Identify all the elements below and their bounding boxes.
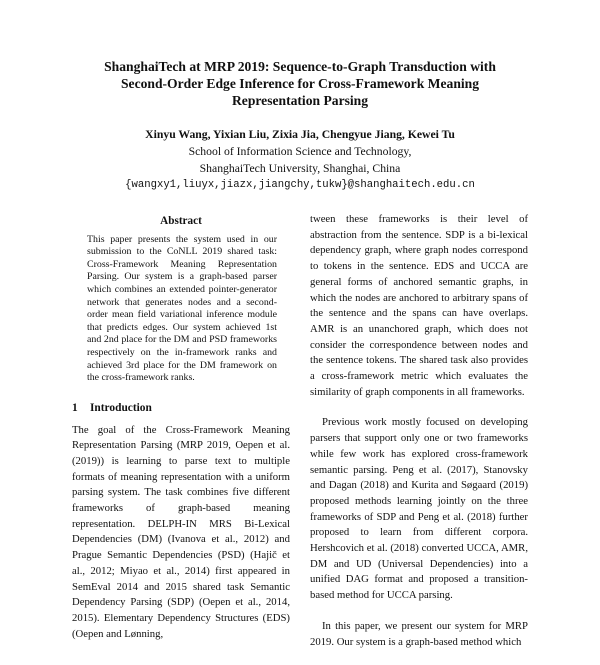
title-line: ShanghaiTech at MRP 2019: Sequence-to-Graph Transduction with: [104, 59, 496, 74]
author-email: {wangxy1,liuyx,jiazx,jiangchy,tukw}@shanghaitech.edu.cn: [125, 179, 475, 191]
right-column: [310, 212, 528, 665]
left-column: [72, 212, 290, 657]
author-names: Xinyu Wang, Yixian Liu, Zixia Jia, Chengyue Jiang, Kewei Tu: [145, 128, 455, 141]
intro-paragraph-right-1: tween these frameworks is their level of abstraction from the sentence. SDP is a bi-lexical dependency graph, where graph nodes correspond to tokens in the sentence. EDS and UCCA are general forms of anchored semantic graphs, in which the nodes are anchored to arbitrary spans of the sentence and the spans can have overlaps. AMR is an unanchored graph, which does not consider the correspondence between nodes and the sentence tokens. The shared task also provides a cross-framework metric which evaluates the similarity of graph components in all frameworks.: [310, 213, 528, 398]
intro-paragraph-left: The goal of the Cross-Framework Meaning Representation Parsing (MRP 2019, Oepen et al. (2019)) is learning to parse text to multiple formats of meaning representation with a uniform parsing system. The task combines five different frameworks of graph-based meaning representation. DELPH-IN MRS Bi-Lexical Dependencies (DM) (Ivanova et al., 2012) and Prague Semantic Dependencies (PSD) (Hajič et al., 2012; Miyao et al., 2014) first appeared in SemEval 2014 and 2015 shared task Semantic Dependency Parsing (SDP) (Oepen et al., 2014, 2015). Elementary Dependency Structures (EDS) (Oepen and Lønning,: [72, 423, 290, 640]
title-line: Second-Order Edge Inference for Cross-Framework Meaning: [120, 76, 480, 91]
section-title: Introduction: [90, 401, 152, 414]
intro-paragraph-right-3: In this paper, we present our system for MRP 2019. Our system is a graph-based method which: [310, 619, 528, 648]
affiliation-line: School of Information Science and Technology,: [188, 145, 412, 158]
title-line: Representation Parsing: [231, 93, 369, 108]
affiliation-line: ShanghaiTech University, Shanghai, China: [199, 162, 401, 175]
paper-title: [40, 58, 560, 109]
author-block: [40, 126, 560, 194]
abstract-heading: Abstract: [160, 215, 202, 227]
abstract-text: This paper presents the system used in our submission to the CoNLL 2019 shared task: Cross-Framework Meaning Representation Parsing. Our system is a graph-based parser which combines an extended pointer-generator network that generates nodes and a second-order mean field variational inference module that predicts edges. Our system achieved 1st and 2nd place for the DM and PSD frameworks respectively on the in-framework ranks and achieved 3rd place for the DM framework on the cross-framework ranks.: [87, 233, 277, 384]
section-number: 1: [72, 401, 78, 414]
intro-paragraph-right-2: Previous work mostly focused on developing parsers that support only one or two frameworks while few work has explored cross-framework semantic parsing. Peng et al. (2017), Stanovsky and Dagan (2018) and Kurita and Søgaard (2019) proposed methods learning jointly on the three frameworks of SDP and Peng et al. (2018) further proposed to learn from different corpora. Hershcovich et al. (2018) converted UCCA, AMR, DM and UD (Universal Dependencies) into a unified DAG format and proposed a transition-based method for UCCA parsing.: [310, 416, 528, 602]
section-heading-introduction: [72, 401, 290, 417]
